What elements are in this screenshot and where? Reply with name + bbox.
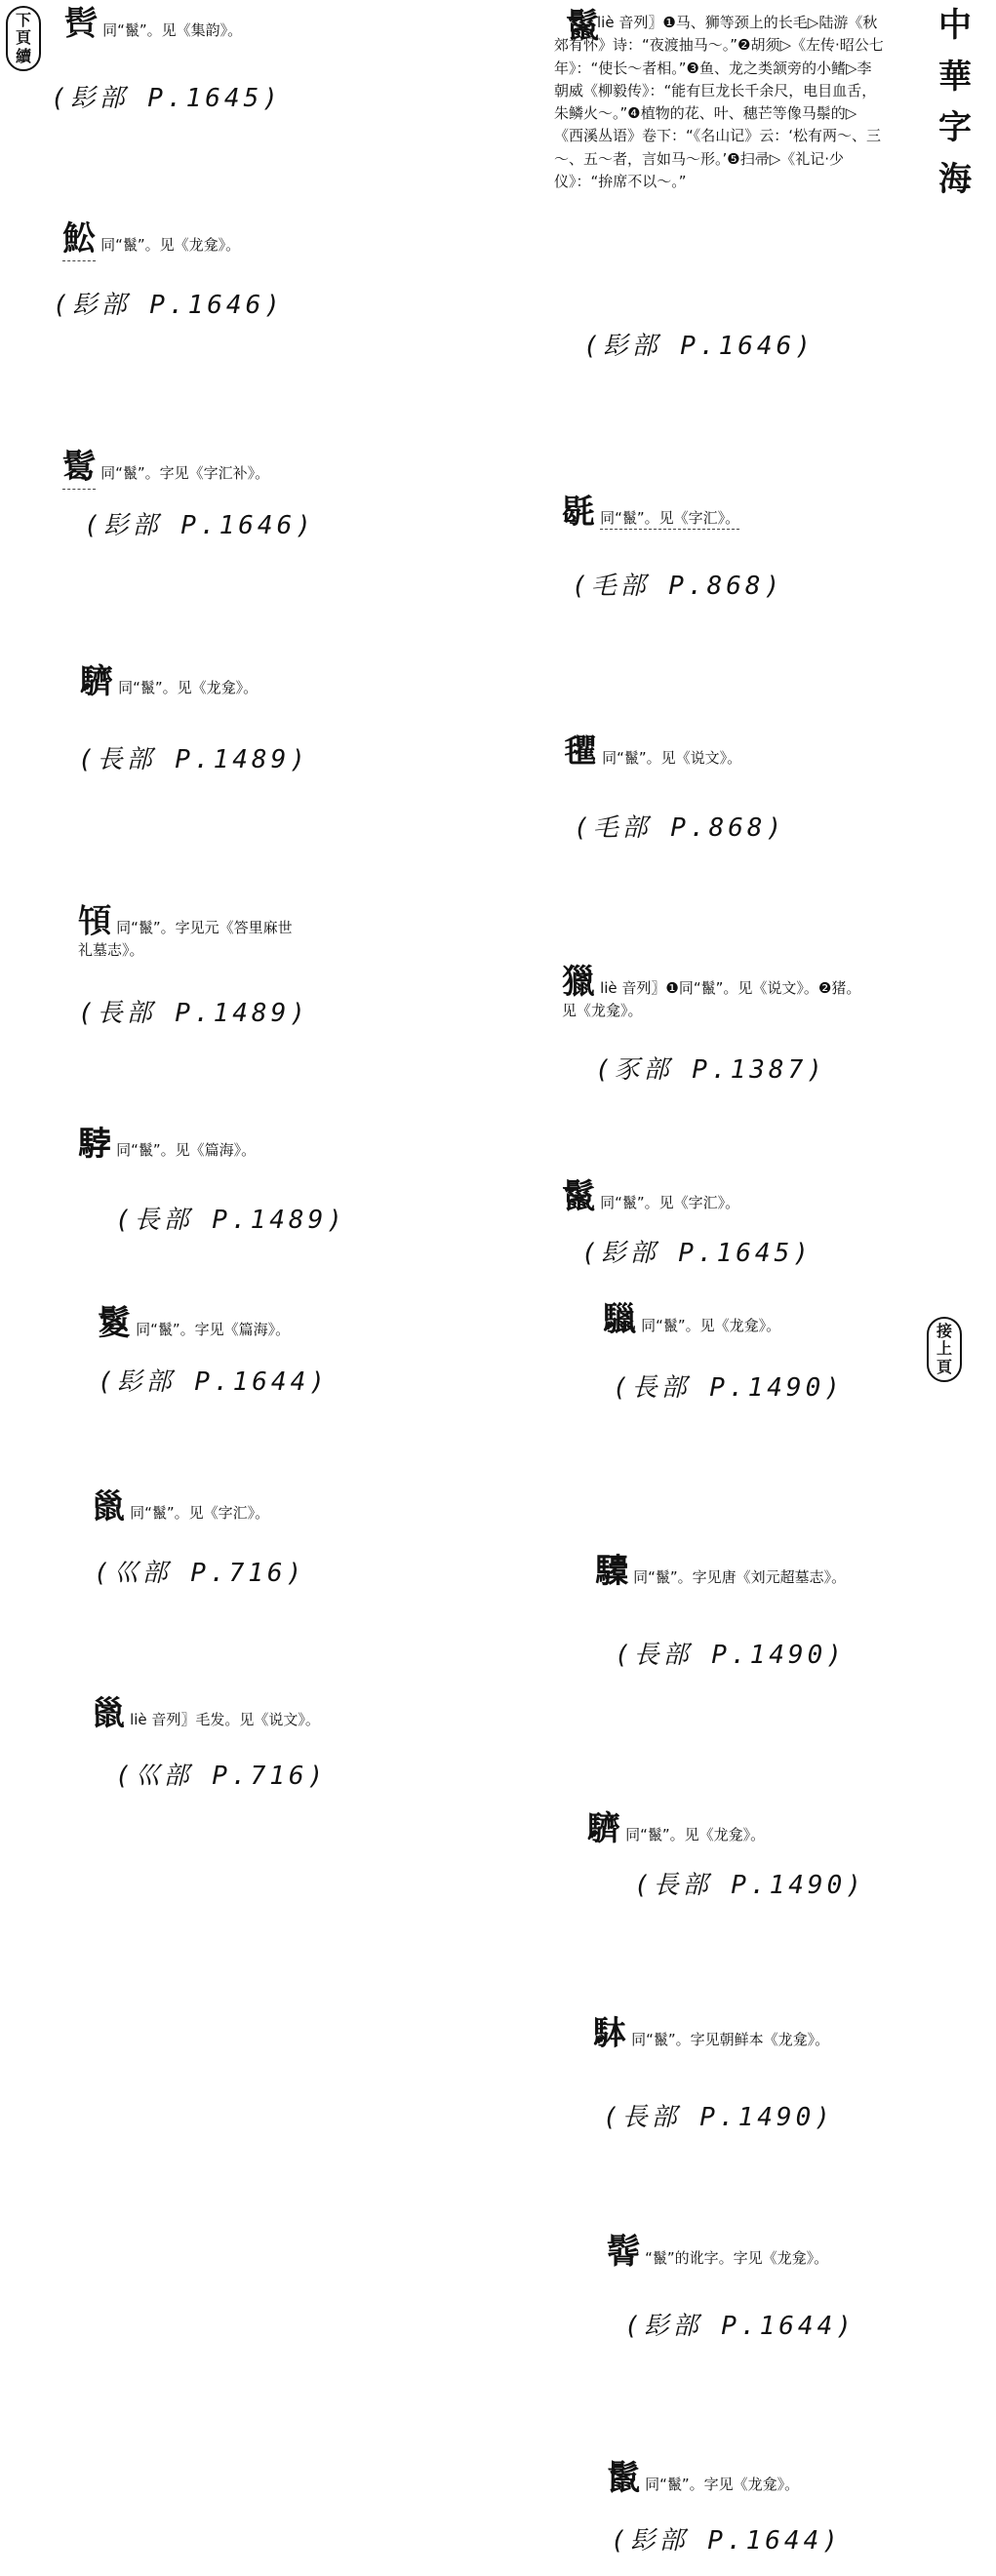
- continued-from-stamp: 接上頁: [927, 1317, 962, 1382]
- title-char: 中: [938, 6, 972, 45]
- definition: 同“鬣”。见《龙龛》。: [100, 236, 241, 254]
- handwritten-note: (長部 P.1490): [603, 2103, 834, 2132]
- entry-right-2: [564, 735, 741, 770]
- title-char: 海: [938, 160, 972, 200]
- definition: liè 音列〗❶同“鬣”。见《说文》。❷猪。见《龙龛》。: [562, 979, 861, 1019]
- head-character: 𩮂: [62, 448, 96, 490]
- handwritten-note: (髟部 P.1645): [51, 84, 282, 113]
- head-character: 獵: [562, 963, 595, 1002]
- handwritten-note: (髟部 P.1645): [581, 1239, 813, 1268]
- entry-right-3: [562, 963, 874, 1021]
- head-character: 𩧐: [595, 1552, 628, 1591]
- handwritten-note: (髟部 P.1644): [611, 2526, 842, 2556]
- entry-right-5: [603, 1300, 781, 1339]
- handwritten-note: (毛部 P.868): [574, 813, 786, 843]
- handwritten-note: (毛部 P.868): [572, 572, 784, 601]
- head-character: 鬉: [98, 1304, 131, 1343]
- definition: 同“鬣”。见《龙龛》。: [625, 1826, 766, 1843]
- definition: liè 音列〗❶马、狮等颈上的长毛▷陆游《秋郊有怀》诗：“夜渡抽马～。”❷胡须▷《左传·昭公七年》：“使长～者相。”❸鱼、龙之类颔旁的小鳍▷李朝威《柳毅传》：“能有巨龙长千余尺，电目血舌，朱鳞火～。”❹植物的花、叶、穗芒等像马鬃的▷《西溪丛语》卷下：“《名山记》云：‘松有两～、三～、五～者，言如马～形。’❺扫帚▷《礼记·少仪》：“拚席不以～。”: [554, 14, 884, 190]
- entry-left-8: [92, 1694, 320, 1733]
- handwritten-note: (髟部 P.1644): [98, 1367, 329, 1397]
- head-character: 𩬫: [64, 5, 98, 44]
- definition: 同“鬣”。见《篇海》。: [116, 1141, 257, 1159]
- definition: 同“鬣”。字见唐《刘元超墓志》。: [633, 1568, 847, 1586]
- continued-next-stamp: 下頁續: [6, 6, 41, 71]
- head-character: 䮺: [80, 662, 113, 701]
- entry-left-2: [62, 448, 270, 487]
- head-character: 䰸: [62, 219, 96, 261]
- definition: 同“鬣”。见《字汇》。: [130, 1504, 270, 1522]
- handwritten-note: (髟部 P.1646): [53, 291, 284, 320]
- definition: 同“鬣”。见《说文》。: [602, 749, 742, 767]
- handwritten-note: (髟部 P.1644): [624, 2312, 856, 2341]
- definition: 同“鬣”。见《龙龛》。: [118, 679, 259, 696]
- entry-left-5: [78, 1125, 257, 1164]
- handwritten-note: (長部 P.1489): [78, 999, 309, 1028]
- definition: liè 音列〗毛发。见《说文》。: [130, 1711, 320, 1728]
- title-char: 華: [938, 57, 972, 97]
- entry-right-4: [562, 1177, 740, 1216]
- entry-right-6: [595, 1552, 888, 1591]
- definition: 同“鬣”。字见《龙龛》。: [645, 2476, 800, 2493]
- head-character: 巤: [92, 1487, 125, 1526]
- entry-right-1: [562, 495, 739, 530]
- title-char: 字: [938, 108, 972, 148]
- definition: 同“鬣”。见《字汇》。: [600, 1194, 740, 1211]
- head-character: 鬣: [566, 7, 599, 46]
- definition: 同“鬣”。见《字汇》。: [600, 509, 739, 530]
- entry-left-1: [62, 219, 241, 258]
- definition: 同“鬣”。字见《字汇补》。: [100, 464, 270, 482]
- entry-left-7: [92, 1487, 270, 1526]
- handwritten-note: (巛部 P.716): [115, 1762, 328, 1791]
- entry-right-9: [607, 2233, 829, 2272]
- head-character: 𩧆: [603, 1300, 636, 1339]
- head-character: 𣰽: [564, 733, 597, 772]
- head-character: 鬣: [562, 1177, 595, 1216]
- handwritten-note: (髟部 P.1646): [84, 511, 315, 540]
- dictionary-title: [936, 0, 975, 206]
- head-character: 巤: [92, 1694, 125, 1733]
- handwritten-note: (長部 P.1489): [115, 1206, 346, 1235]
- definition: 同“鬣”。字见朝鲜本《龙龛》。: [631, 2031, 830, 2048]
- definition: 同“鬣”。见《集韵》。: [102, 21, 243, 39]
- entry-left-6: [98, 1304, 291, 1343]
- entry-right-7: [587, 1809, 766, 1848]
- head-character: 鬛: [607, 2459, 640, 2498]
- head-character: 𩭿: [607, 2233, 640, 2272]
- entry-right-8: [593, 2014, 886, 2053]
- handwritten-note: (長部 P.1490): [613, 1373, 844, 1403]
- definition: 同“鬣”。字见《篇海》。: [136, 1321, 291, 1338]
- definition: “鬣”的讹字。字见《龙龛》。: [645, 2249, 829, 2267]
- head-character: 毼: [562, 493, 595, 532]
- definition: 同“鬣”。字见元《答里麻世礼墓志》。: [78, 919, 293, 959]
- handwritten-note: (髟部 P.1646): [583, 332, 815, 361]
- head-character: 䮺: [587, 1809, 620, 1848]
- handwritten-note: (長部 P.1489): [78, 745, 309, 774]
- head-character: 𩢕: [593, 2014, 626, 2053]
- head-character: 𩣡: [78, 1125, 111, 1164]
- handwritten-note: (豕部 P.1387): [595, 1055, 826, 1085]
- handwritten-note: (長部 P.1490): [634, 1871, 865, 1900]
- handwritten-note: (巛部 P.716): [94, 1559, 306, 1588]
- entry-left-4: [78, 902, 302, 961]
- entry-right-10: [607, 2459, 800, 2498]
- definition: 同“鬣”。见《龙龛》。: [641, 1317, 781, 1334]
- entry-left-0: [64, 5, 243, 44]
- entry-left-3: [80, 662, 259, 701]
- head-character: 𩑤: [78, 902, 111, 941]
- handwritten-note: (長部 P.1490): [615, 1641, 846, 1670]
